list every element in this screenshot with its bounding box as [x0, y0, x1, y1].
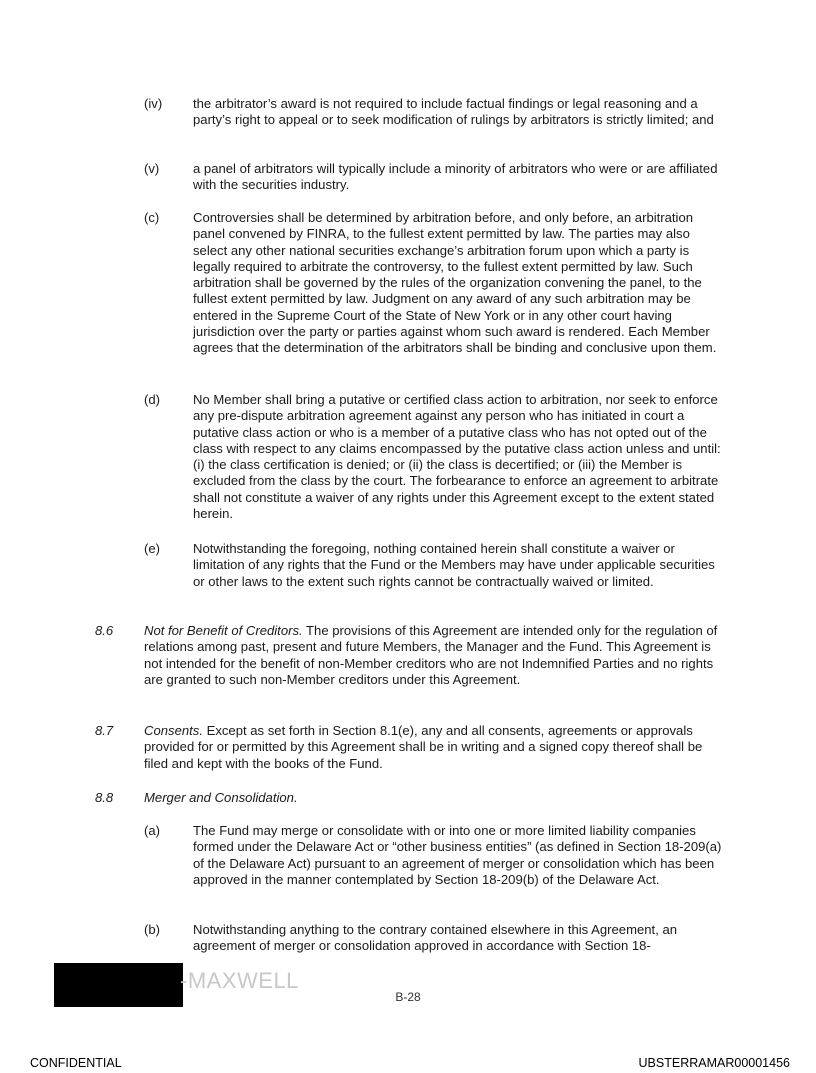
section-heading: Merger and Consolidation.: [144, 790, 298, 805]
item-label: (d): [144, 392, 161, 407]
section-heading: Not for Benefit of Creditors.: [144, 623, 303, 638]
item-text: Notwithstanding anything to the contrary contained elsewhere in this Agreement, an agreement of merger or consolidation approved in accordance with Section 18-: [193, 922, 678, 954]
bates-number: UBSTERRAMAR00001456: [638, 1056, 790, 1070]
item-text: a panel of arbitrators will typically include a minority of arbitrators who were or are affiliated with the securities industry.: [193, 161, 718, 193]
item-label: (e): [144, 541, 161, 556]
section-number: 8.8: [95, 790, 114, 805]
item-text: Controversies shall be determined by arbitration before, and only before, an arbitration panel convened by FINRA, to the fullest extent permitted by law. The parties may also select any other national securities exchange’s arbitration forum upon which a party is legally required to arbitrate the controversy, to the fullest extent permitted by law. Such arbitration shall be governed by the rules of the organization convening the panel, to the fullest extent permitted by law. Judgment on any award of any such arbitration may be entered in the Supreme Court of the State of New York or in any other court having jurisdiction over the party or parties against whom such award is rendered. Each Member agrees that the determination of the arbitrators shall be binding and conclusive upon them.: [193, 210, 717, 356]
section-8-6: [95, 623, 725, 688]
item-text: No Member shall bring a putative or certified class action to arbitration, nor seek to enforce any pre-dispute arbitration agreement against any person who has initiated in court a putative class action or who is a member of a putative class who has not opted out of the class with respect to any claims encompassed by the putative class action unless and until: (i) the class certification is denied; or (ii) the class is decertified; or (iii) the Member is excluded from the class by the court. The forbearance to enforce an agreement to arbitrate shall not constitute a waiver of any rights under this Agreement except to the extent stated herein.: [193, 392, 721, 522]
list-item: [144, 922, 724, 955]
item-label: (a): [144, 823, 161, 838]
item-label: (iv): [144, 96, 163, 111]
list-item: [144, 96, 724, 129]
page-number: B-28: [395, 990, 421, 1004]
item-text: The Fund may merge or consolidate with or into one or more limited liability companies formed under the Delaware Act or “other business entities” (as defined in Section 18-209(a) of the Delaware Act) pursuant to an agreement of merger or consolidation which has been approved in the manner contemplated by Section 18-209(b) of the Delaware Act.: [193, 823, 722, 887]
list-item: [144, 161, 724, 194]
section-heading: Consents.: [144, 723, 203, 738]
section-text: Except as set forth in Section 8.1(e), any and all consents, agreements or approvals provided for or permitted by this Agreement shall be in writing and a signed copy thereof shall be filed and kept with the books of the Fund.: [144, 723, 703, 771]
watermark-text: -MAXWELL: [180, 968, 299, 993]
list-item: [144, 823, 724, 888]
section-8-7: [95, 723, 725, 772]
section-text: The provisions of this Agreement are intended only for the regulation of relations among past, present and future Members, the Manager and the Fund. This Agreement is not intended for the benefit of non-Member creditors who are not Indemnified Parties and no rights are granted to such non-Member creditors under this Agreement.: [144, 623, 718, 687]
item-label: (v): [144, 161, 160, 176]
item-label: (b): [144, 922, 161, 937]
item-text: Notwithstanding the foregoing, nothing contained herein shall constitute a waiver or limitation of any rights that the Fund or the Members may have under applicable securities or other laws to the extent such rights cannot be contractually waived or limited.: [193, 541, 715, 589]
list-item: [144, 210, 724, 357]
section-8-8: [95, 790, 725, 806]
redaction-box: [54, 963, 183, 1007]
item-label: (c): [144, 210, 160, 225]
list-item: [144, 392, 724, 522]
list-item: [144, 541, 724, 590]
item-text: the arbitrator’s award is not required to include factual findings or legal reasoning and a party’s right to appeal or to seek modification of rulings by arbitrators is strictly limited; and: [193, 96, 714, 128]
confidential-label: CONFIDENTIAL: [30, 1056, 122, 1070]
section-number: 8.6: [95, 623, 114, 638]
section-number: 8.7: [95, 723, 114, 738]
